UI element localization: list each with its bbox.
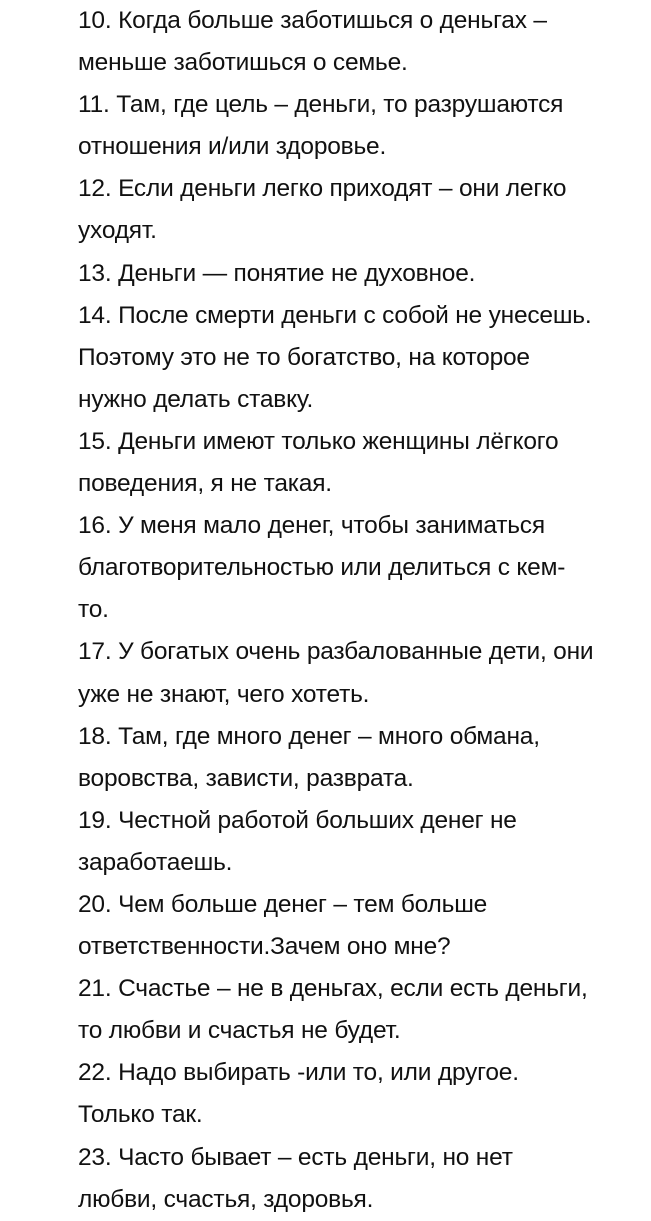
text-line: воровства, зависти, разврата. — [78, 764, 414, 792]
text-line: 16. У меня мало денег, чтобы заниматься — [78, 512, 545, 540]
text-line: 11. Там, где цель – деньги, то разрушаются — [78, 91, 564, 119]
text-line: ответственности.Зачем оно мне? — [78, 933, 451, 961]
text-line: 23. Часто бывает – есть деньги, но нет — [78, 1143, 513, 1171]
text-line: Поэтому это не то богатство, на которое — [78, 343, 530, 371]
text-line: 17. У богатых очень разбалованные дети, они — [78, 638, 594, 666]
text-line: то любви и счастья не будет. — [78, 1017, 401, 1045]
text-line: 22. Надо выбирать -или то, или другое. — [78, 1059, 519, 1087]
text-line: уже не знают, чего хотеть. — [78, 680, 370, 708]
text-line: 12. Если деньги легко приходят – они легко — [78, 175, 567, 203]
text-line: 19. Честной работой больших денег не — [78, 806, 517, 834]
text-line: уходят. — [78, 217, 157, 245]
text-line: благотворительностью или делиться с кем- — [78, 554, 566, 582]
text-line: меньше заботишься о семье. — [78, 49, 408, 77]
text-line: Только так. — [78, 1101, 203, 1129]
text-line: поведения, я не такая. — [78, 470, 332, 498]
text-line: 18. Там, где много денег – много обмана, — [78, 722, 540, 750]
text-line: то. — [78, 596, 109, 624]
text-line: 13. Деньги — понятие не духовное. — [78, 259, 476, 287]
text-line: нужно делать ставку. — [78, 385, 314, 413]
text-line: 21. Счастье – не в деньгах, если есть деньги, — [78, 975, 588, 1003]
text-line: 15. Деньги имеют только женщины лёгкого — [78, 427, 559, 455]
text-line: 10. Когда больше заботишься о деньгах – — [78, 7, 547, 34]
text-line: отношения и/или здоровье. — [78, 133, 387, 161]
text-line: 20. Чем больше денег – тем больше — [78, 890, 488, 918]
text-line: любви, счастья, здоровья. — [78, 1185, 374, 1213]
text-line: 14. После смерти деньги с собой не унесешь. — [78, 301, 592, 329]
text-line: заработаешь. — [78, 848, 233, 876]
document-body — [78, 0, 638, 1221]
